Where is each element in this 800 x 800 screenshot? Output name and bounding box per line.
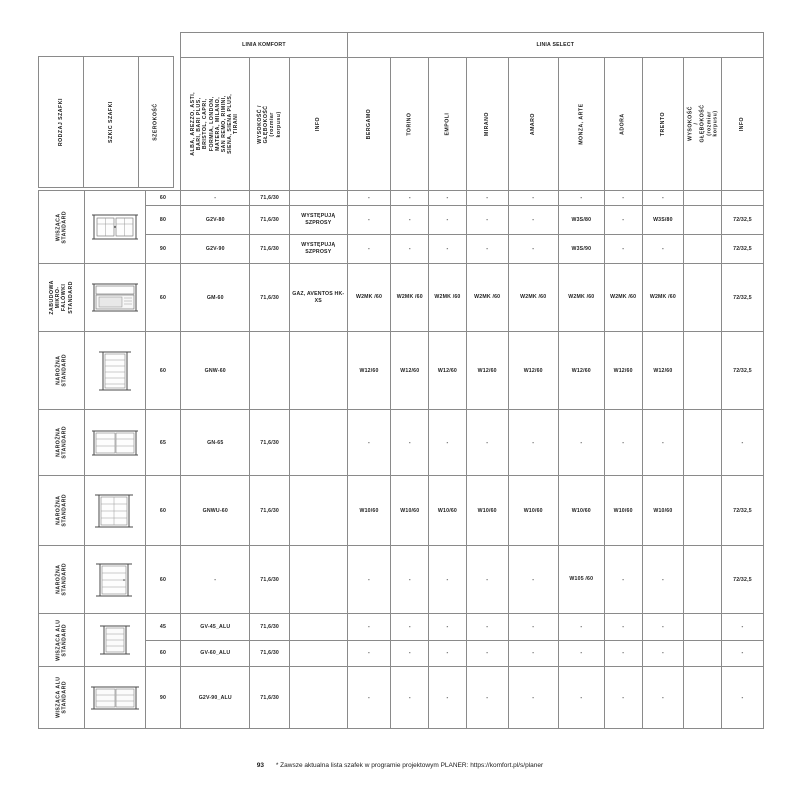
cell-select-info: -: [721, 640, 763, 667]
col-header-monza-arte: [558, 58, 604, 191]
cell-amaro: -: [508, 234, 558, 263]
table-row: [39, 332, 764, 410]
col-header-empoli: [429, 58, 467, 191]
cell-komfort-wymiary: 71,6/30: [250, 476, 290, 546]
cell-torino: -: [391, 191, 429, 206]
col-header-komfort-wymiary-label: WYSOKOŚĆ / GŁĘBOKOŚĆ (rozmiar korpusu): [257, 104, 282, 144]
row-type-label: [39, 614, 85, 667]
col-header-bergamo-label: BERGAMO: [365, 108, 372, 140]
cell-trento: -: [642, 640, 684, 667]
col-header-adora-label: ADORA: [620, 113, 627, 135]
row-type-label: [39, 476, 85, 546]
cell-monza-arte: W10/60: [558, 476, 604, 546]
cell-amaro: -: [508, 410, 558, 476]
cell-szerokosc: 65: [145, 410, 181, 476]
row-type-label: [39, 667, 85, 729]
group-header-komfort: LINIA KOMFORT: [181, 33, 347, 58]
cell-trento: -: [642, 614, 684, 641]
cell-adora: W12/60: [604, 332, 642, 410]
table-row: [39, 205, 764, 234]
table-row: [39, 234, 764, 263]
cell-komfort-wymiary: 71,6/30: [250, 234, 290, 263]
cell-mirano: W12/60: [466, 332, 508, 410]
cell-torino: W10/60: [391, 476, 429, 546]
cabinet-specification-table: [38, 32, 764, 729]
cell-szerokosc: 90: [145, 234, 181, 263]
cell-torino: -: [391, 546, 429, 614]
cell-monza-arte: -: [558, 191, 604, 206]
col-header-trento: [642, 58, 684, 191]
cell-komfort-fronty: G2V-90: [181, 234, 250, 263]
cell-bergamo: -: [347, 640, 391, 667]
cell-komfort-info: WYSTĘPUJĄ SZPROSY: [290, 234, 348, 263]
row-type-text: NAROŻNA STANDARD: [55, 563, 68, 596]
row-type-label: [39, 332, 85, 410]
col-header-select-info: [721, 58, 763, 191]
cell-komfort-wymiary: 71,6/30: [250, 191, 290, 206]
cell-mirano: -: [466, 410, 508, 476]
cell-amaro: -: [508, 614, 558, 641]
cell-trento: -: [642, 410, 684, 476]
cell-amaro: W2MK /60: [508, 264, 558, 332]
cell-komfort-fronty: GNWU-60: [181, 476, 250, 546]
cell-komfort-info: [290, 476, 348, 546]
cell-monza-arte: W105 /60: [558, 546, 604, 614]
cell-select-info: -: [721, 410, 763, 476]
cell-select-info: -: [721, 667, 763, 729]
cell-empoli: -: [429, 234, 467, 263]
cell-komfort-info: WYSTĘPUJĄ SZPROSY: [290, 205, 348, 234]
cell-komfort-wymiary: 71,6/30: [250, 640, 290, 667]
row-type-label: [39, 264, 85, 332]
corner-cabinet-slim-icon: [93, 348, 137, 394]
cell-select-wymiary: [684, 476, 722, 546]
cell-torino: -: [391, 205, 429, 234]
table-row: [39, 667, 764, 729]
table-row: [39, 191, 764, 206]
spacer-cell-szkic: [85, 33, 146, 191]
cell-trento: W3S/80: [642, 205, 684, 234]
cell-empoli: W10/60: [429, 476, 467, 546]
cell-select-wymiary: [684, 205, 722, 234]
cell-empoli: -: [429, 614, 467, 641]
cell-komfort-info: GAZ, AVENTOS HK-XS: [290, 264, 348, 332]
cell-torino: W12/60: [391, 332, 429, 410]
cell-trento: -: [642, 667, 684, 729]
cell-trento: -: [642, 546, 684, 614]
cell-select-info: 72/32,5: [721, 546, 763, 614]
cell-komfort-fronty: -: [181, 546, 250, 614]
cell-adora: -: [604, 614, 642, 641]
cabinet-drawing-microwave: [85, 264, 146, 332]
cell-bergamo: -: [347, 205, 391, 234]
cell-adora: -: [604, 546, 642, 614]
cell-monza-arte: W3S/90: [558, 234, 604, 263]
cell-adora: W10/60: [604, 476, 642, 546]
cell-bergamo: W10/60: [347, 476, 391, 546]
cell-mirano: W10/60: [466, 476, 508, 546]
cell-torino: W2MK /60: [391, 264, 429, 332]
cell-szerokosc: 90: [145, 667, 181, 729]
cell-komfort-fronty: GM-60: [181, 264, 250, 332]
cell-szerokosc: 60: [145, 191, 181, 206]
cell-select-wymiary: [684, 410, 722, 476]
cell-empoli: -: [429, 667, 467, 729]
cabinet-drawing-corner-slim: [85, 332, 146, 410]
cell-empoli: -: [429, 410, 467, 476]
row-type-text: WISZĄCA STANDARD: [55, 210, 68, 244]
cabinet-drawing-wall-2door: [85, 191, 146, 264]
cell-szerokosc: 60: [145, 640, 181, 667]
cell-adora: -: [604, 667, 642, 729]
cell-komfort-info: [290, 546, 348, 614]
cell-select-info: -: [721, 614, 763, 641]
corner-cabinet-single-icon: [91, 559, 139, 601]
cell-bergamo: -: [347, 234, 391, 263]
cell-select-info: 72/32,5: [721, 264, 763, 332]
cell-komfort-fronty: GV-45_ALU: [181, 614, 250, 641]
cell-mirano: -: [466, 546, 508, 614]
cell-bergamo: W2MK /60: [347, 264, 391, 332]
cell-bergamo: -: [347, 546, 391, 614]
cell-select-wymiary: [684, 614, 722, 641]
col-header-trento-label: TRENTO: [659, 111, 666, 137]
page-footer: [0, 762, 800, 769]
cell-adora: -: [604, 410, 642, 476]
cell-trento: W12/60: [642, 332, 684, 410]
microwave-cabinet-icon: [90, 280, 140, 316]
cell-komfort-wymiary: 71,6/30: [250, 546, 290, 614]
footer-note: * Zawsze aktualna lista szafek w programie projektowym PLANER: https://komfort.pl/s/planer: [275, 762, 544, 769]
cell-empoli: W2MK /60: [429, 264, 467, 332]
col-header-szkic-label: SZKIC SZAFKI: [107, 101, 114, 143]
cell-komfort-wymiary: 71,6/30: [250, 264, 290, 332]
cell-mirano: -: [466, 191, 508, 206]
col-header-torino-label: TORINO: [406, 112, 413, 136]
col-header-select-wymiary: [684, 58, 722, 191]
table-row: [39, 264, 764, 332]
cell-adora: -: [604, 234, 642, 263]
row-type-text: NAROŻNA STANDARD: [55, 426, 68, 459]
cell-amaro: W10/60: [508, 476, 558, 546]
cell-komfort-info: [290, 191, 348, 206]
row-type-text: WISZĄCA ALU STANDARD: [55, 676, 68, 719]
cell-amaro: -: [508, 205, 558, 234]
col-header-komfort-wymiary: [250, 58, 290, 191]
cell-komfort-info: [290, 614, 348, 641]
cell-monza-arte: W3S/80: [558, 205, 604, 234]
row-type-text: WISZĄCA ALU STANDARD: [55, 619, 68, 661]
col-header-adora: [604, 58, 642, 191]
cell-select-wymiary: [684, 667, 722, 729]
cell-trento: -: [642, 234, 684, 263]
cell-komfort-info: [290, 332, 348, 410]
cell-szerokosc: 60: [145, 476, 181, 546]
cell-komfort-fronty: G2V-80: [181, 205, 250, 234]
cell-monza-arte: W2MK /60: [558, 264, 604, 332]
cell-adora: -: [604, 205, 642, 234]
cell-select-wymiary: [684, 546, 722, 614]
cell-monza-arte: -: [558, 614, 604, 641]
col-header-komfort-info-label: INFO: [315, 116, 322, 132]
cell-empoli: W12/60: [429, 332, 467, 410]
cell-komfort-info: [290, 667, 348, 729]
cell-amaro: W12/60: [508, 332, 558, 410]
cell-komfort-info: [290, 640, 348, 667]
cabinet-drawing-corner-door: [85, 476, 146, 546]
col-header-select-info-label: INFO: [739, 116, 746, 132]
spacer-cell-szerokosc: [145, 33, 181, 191]
cell-bergamo: -: [347, 410, 391, 476]
cell-monza-arte: -: [558, 410, 604, 476]
col-header-komfort-info: [290, 58, 348, 191]
cell-amaro: -: [508, 546, 558, 614]
table-row: [39, 476, 764, 546]
cell-adora: W2MK /60: [604, 264, 642, 332]
row-type-label: [39, 546, 85, 614]
row-type-text: NAROŻNA STANDARD: [55, 494, 68, 527]
cabinet-drawing-alu-wide: [85, 667, 146, 729]
col-header-mirano: [466, 58, 508, 191]
cell-empoli: -: [429, 191, 467, 206]
cell-empoli: -: [429, 205, 467, 234]
cell-komfort-wymiary: 71,6/30: [250, 667, 290, 729]
page-number: 93: [256, 762, 265, 769]
cell-komfort-fronty: GN-65: [181, 410, 250, 476]
row-type-text: ZABUDOWA MIKRO-FALÓWKI STANDARD: [49, 280, 74, 315]
cell-komfort-wymiary: [250, 332, 290, 410]
row-type-label: [39, 410, 85, 476]
cell-select-wymiary: [684, 640, 722, 667]
cell-szerokosc: 60: [145, 264, 181, 332]
cell-adora: -: [604, 191, 642, 206]
cell-szerokosc: 80: [145, 205, 181, 234]
cell-select-info: [721, 191, 763, 206]
cell-komfort-fronty: -: [181, 191, 250, 206]
cell-mirano: W2MK /60: [466, 264, 508, 332]
cell-mirano: -: [466, 234, 508, 263]
cell-komfort-fronty: GNW-60: [181, 332, 250, 410]
table-row: [39, 640, 764, 667]
cell-select-wymiary: [684, 264, 722, 332]
col-header-komfort-fronty: [181, 58, 250, 191]
cell-monza-arte: W12/60: [558, 332, 604, 410]
cell-amaro: -: [508, 640, 558, 667]
col-header-empoli-label: EMPOLI: [444, 112, 451, 136]
spacer-cell-rodzaj: [39, 33, 85, 191]
cell-adora: -: [604, 640, 642, 667]
cabinet-drawing-alu-small: [85, 614, 146, 667]
cell-komfort-wymiary: 71,6/30: [250, 410, 290, 476]
col-header-amaro-label: AMARO: [530, 112, 537, 136]
cell-bergamo: W12/60: [347, 332, 391, 410]
col-header-komfort-fronty-label: ALBA, AREZZO, ASTI, BARI, BARI PLUS, BRISTOL, CAPRI, FORMIA, LONDON, MATERA, MILANO, SAN REMO, RIMINI, SIENA, SIENA PLUS, TIRANI: [190, 92, 240, 156]
row-type-text: NAROŻNA STANDARD: [55, 354, 68, 387]
cell-mirano: -: [466, 667, 508, 729]
cell-empoli: -: [429, 546, 467, 614]
cell-select-info: 72/32,5: [721, 205, 763, 234]
col-header-select-wymiary-label: WYSOKOŚĆ / GŁĘBOKOŚĆ (rozmiar korpusu): [687, 105, 718, 143]
cell-torino: -: [391, 667, 429, 729]
cell-szerokosc: 60: [145, 332, 181, 410]
cell-trento: W10/60: [642, 476, 684, 546]
cell-torino: -: [391, 614, 429, 641]
cell-bergamo: -: [347, 614, 391, 641]
group-header-select: LINIA SELECT: [347, 33, 763, 58]
col-header-bergamo: [347, 58, 391, 191]
group-header-row: [39, 33, 764, 58]
col-header-szerokosc-label: SZEROKOŚĆ: [152, 103, 159, 141]
cell-mirano: -: [466, 640, 508, 667]
cell-empoli: -: [429, 640, 467, 667]
cell-amaro: -: [508, 667, 558, 729]
col-header-mirano-label: MIRANO: [484, 111, 491, 137]
cell-monza-arte: -: [558, 640, 604, 667]
cell-monza-arte: -: [558, 667, 604, 729]
cell-komfort-info: [290, 410, 348, 476]
cell-select-wymiary: [684, 234, 722, 263]
corner-cabinet-wide-icon: [90, 426, 140, 460]
cell-select-info: 72/32,5: [721, 332, 763, 410]
cell-select-info: 72/32,5: [721, 476, 763, 546]
cabinet-drawing-corner-wide: [85, 410, 146, 476]
cell-select-wymiary: [684, 191, 722, 206]
table-row: [39, 614, 764, 641]
cell-torino: -: [391, 410, 429, 476]
cell-komfort-fronty: GV-60_ALU: [181, 640, 250, 667]
cabinet-drawing-corner-single: [85, 546, 146, 614]
cell-select-wymiary: [684, 332, 722, 410]
cell-bergamo: -: [347, 667, 391, 729]
cell-amaro: -: [508, 191, 558, 206]
alu-cabinet-small-icon: [95, 622, 135, 658]
alu-cabinet-wide-icon: [89, 681, 141, 715]
cell-komfort-fronty: G2V-90_ALU: [181, 667, 250, 729]
cell-trento: W2MK /60: [642, 264, 684, 332]
cell-mirano: -: [466, 205, 508, 234]
cell-szerokosc: 60: [145, 546, 181, 614]
col-header-torino: [391, 58, 429, 191]
cell-select-info: 72/32,5: [721, 234, 763, 263]
wall-cabinet-2door-icon: [90, 210, 140, 244]
cell-komfort-wymiary: 71,6/30: [250, 205, 290, 234]
table-row: [39, 546, 764, 614]
cell-torino: -: [391, 640, 429, 667]
cell-mirano: -: [466, 614, 508, 641]
cell-komfort-wymiary: 71,6/30: [250, 614, 290, 641]
cell-torino: -: [391, 234, 429, 263]
cell-bergamo: -: [347, 191, 391, 206]
cell-szerokosc: 45: [145, 614, 181, 641]
cell-trento: -: [642, 191, 684, 206]
col-header-monza-arte-label: MONZA, ARTE: [578, 103, 585, 145]
table-row: [39, 410, 764, 476]
col-header-amaro: [508, 58, 558, 191]
row-type-label: [39, 191, 85, 264]
col-header-rodzaj-label: RODZAJ SZAFKI: [57, 97, 64, 146]
corner-cabinet-door-icon: [91, 490, 139, 532]
